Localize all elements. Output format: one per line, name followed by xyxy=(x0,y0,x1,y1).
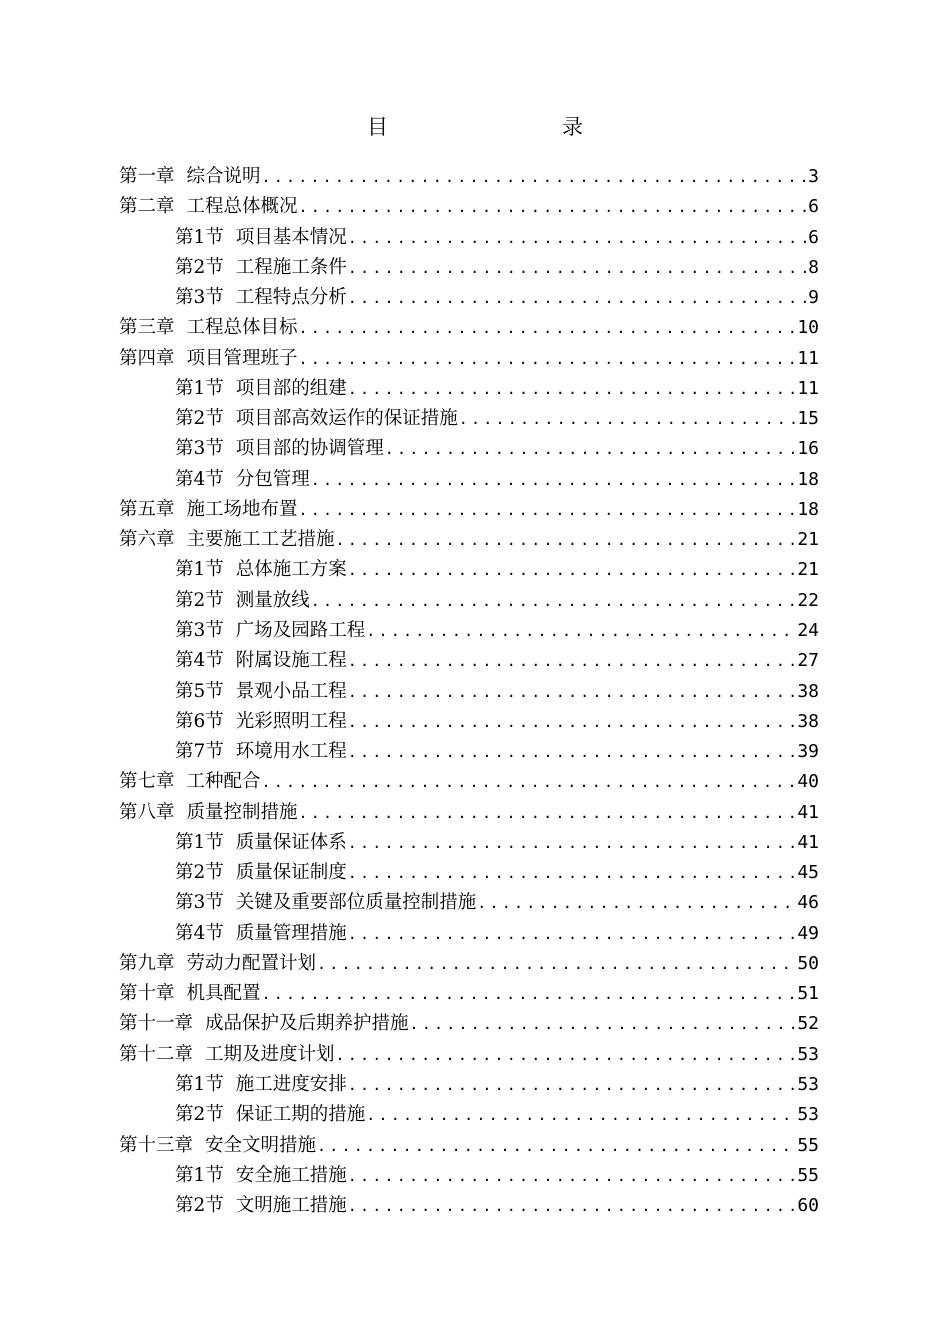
toc-entry-number: 第1节 xyxy=(175,1164,224,1186)
toc-entry-label xyxy=(175,404,458,434)
toc-page-number: 53 xyxy=(797,1043,819,1065)
toc-entry-label xyxy=(175,223,347,253)
toc-page-number: 15 xyxy=(797,408,819,430)
toc-dot-leader xyxy=(298,495,796,525)
toc-entry-title: 劳动力配置计划 xyxy=(186,952,317,974)
toc-dot-leader xyxy=(316,1131,795,1161)
toc-dot-leader xyxy=(298,798,796,828)
toc-entry-title: 成品保护及后期养护措施 xyxy=(205,1013,409,1035)
toc-chapter-entry[interactable] xyxy=(119,313,819,343)
toc-dot-leader xyxy=(347,1070,796,1100)
toc-page-number: 39 xyxy=(797,741,819,763)
toc-entry-number: 第九章 xyxy=(119,952,175,974)
toc-entry-label xyxy=(175,677,347,707)
toc-entry-label xyxy=(119,162,261,192)
toc-entry-label xyxy=(175,858,347,888)
toc-entry-title: 质量保证体系 xyxy=(235,831,347,853)
toc-entry-title: 质量保证制度 xyxy=(235,862,347,884)
toc-dot-leader xyxy=(347,858,796,888)
toc-entry-label xyxy=(119,1040,335,1070)
toc-entry-title: 分包管理 xyxy=(235,468,310,490)
toc-entry-label xyxy=(175,1100,365,1130)
toc-entry-title: 文明施工措施 xyxy=(235,1195,347,1217)
toc-entry-title: 工程特点分析 xyxy=(235,287,347,309)
toc-dot-leader xyxy=(347,1161,796,1191)
toc-chapter-entry[interactable] xyxy=(119,1009,819,1039)
toc-section-entry[interactable] xyxy=(119,737,819,767)
toc-dot-leader xyxy=(347,646,796,676)
toc-entry-label xyxy=(175,919,347,949)
toc-entry-label xyxy=(119,525,335,555)
toc-entry-number: 第5节 xyxy=(175,680,224,702)
toc-entry-label xyxy=(175,707,347,737)
toc-entry-number: 第3节 xyxy=(175,892,224,914)
toc-page-number: 21 xyxy=(797,529,819,551)
toc-page-number: 41 xyxy=(797,801,819,823)
toc-dot-leader xyxy=(347,1191,796,1221)
toc-entry-number: 第3节 xyxy=(175,619,224,641)
toc-chapter-entry[interactable] xyxy=(119,798,819,828)
toc-entry-label xyxy=(175,374,347,404)
toc-entry-title: 施工进度安排 xyxy=(235,1073,347,1095)
toc-dot-leader xyxy=(335,525,796,555)
toc-entry-number: 第1节 xyxy=(175,377,224,399)
toc-chapter-entry[interactable] xyxy=(119,979,819,1009)
toc-page-number: 51 xyxy=(797,983,819,1005)
toc-entry-label xyxy=(175,465,310,495)
toc-section-entry[interactable] xyxy=(119,919,819,949)
toc-dot-leader xyxy=(458,404,796,434)
toc-page-number: 6 xyxy=(808,226,819,248)
toc-page-number: 40 xyxy=(797,771,819,793)
toc-entry-label xyxy=(175,737,347,767)
toc-page-number: 49 xyxy=(797,922,819,944)
toc-entry-label xyxy=(119,313,298,343)
toc-page-number: 55 xyxy=(797,1134,819,1156)
toc-entry-number: 第六章 xyxy=(119,529,175,551)
toc-entry-number: 第1节 xyxy=(175,831,224,853)
toc-entry-title: 附属设施工程 xyxy=(235,650,347,672)
toc-section-entry[interactable] xyxy=(119,374,819,404)
toc-entry-label xyxy=(175,646,347,676)
toc-entry-label xyxy=(119,1009,409,1039)
toc-dot-leader xyxy=(347,283,806,313)
toc-dot-leader xyxy=(298,313,796,343)
toc-entry-number: 第八章 xyxy=(119,801,175,823)
toc-dot-leader xyxy=(316,949,795,979)
toc-entry-number: 第五章 xyxy=(119,498,175,520)
toc-dot-leader xyxy=(476,888,795,918)
toc-dot-leader xyxy=(261,979,796,1009)
toc-page-number: 53 xyxy=(797,1073,819,1095)
toc-section-entry[interactable] xyxy=(119,555,819,585)
toc-entry-title: 主要施工工艺措施 xyxy=(186,529,335,551)
toc-dot-leader xyxy=(409,1009,796,1039)
toc-section-entry[interactable] xyxy=(119,888,819,918)
toc-page-number: 11 xyxy=(797,377,819,399)
toc-entry-title: 施工场地布置 xyxy=(186,498,298,520)
toc-section-entry[interactable] xyxy=(119,616,819,646)
toc-dot-leader xyxy=(347,707,796,737)
toc-entry-label xyxy=(119,979,261,1009)
toc-entry-label xyxy=(175,283,347,313)
toc-entry-label xyxy=(175,555,347,585)
toc-entry-number: 第十章 xyxy=(119,983,175,1005)
toc-entry-title: 项目部的协调管理 xyxy=(235,438,384,460)
toc-entry-number: 第4节 xyxy=(175,468,224,490)
toc-page-number: 41 xyxy=(797,831,819,853)
toc-entry-label xyxy=(119,192,298,222)
toc-chapter-entry[interactable] xyxy=(119,192,819,222)
toc-section-entry[interactable] xyxy=(119,586,819,616)
toc-dot-leader xyxy=(298,344,796,374)
toc-page-number: 24 xyxy=(797,619,819,641)
toc-chapter-entry[interactable] xyxy=(119,162,819,192)
toc-entry-label xyxy=(175,434,384,464)
toc-entry-title: 项目部的组建 xyxy=(235,377,347,399)
toc-entry-title: 质量控制措施 xyxy=(186,801,298,823)
toc-entry-number: 第6节 xyxy=(175,710,224,732)
toc-dot-leader xyxy=(365,1100,795,1130)
toc-dot-leader xyxy=(347,253,806,283)
toc-chapter-entry[interactable] xyxy=(119,767,819,797)
toc-entry-label xyxy=(175,253,347,283)
toc-section-entry[interactable] xyxy=(119,707,819,737)
toc-entry-number: 第4节 xyxy=(175,922,224,944)
toc-entry-title: 工程总体概况 xyxy=(186,196,298,218)
toc-entry-number: 第1节 xyxy=(175,226,224,248)
toc-entry-number: 第2节 xyxy=(175,256,224,278)
toc-dot-leader xyxy=(261,767,796,797)
toc-section-entry[interactable] xyxy=(119,1070,819,1100)
toc-entry-title: 环境用水工程 xyxy=(235,741,347,763)
toc-entry-number: 第3节 xyxy=(175,287,224,309)
toc-entry-title: 安全施工措施 xyxy=(235,1164,347,1186)
toc-page-number: 27 xyxy=(797,650,819,672)
toc-entry-number: 第十二章 xyxy=(119,1043,194,1065)
toc-entry-title: 项目基本情况 xyxy=(235,226,347,248)
toc-entry-title: 工程施工条件 xyxy=(235,256,347,278)
toc-entry-label xyxy=(175,828,347,858)
toc-entry-label xyxy=(119,949,316,979)
toc-page-number: 10 xyxy=(797,317,819,339)
toc-title: 目 录 xyxy=(367,115,627,139)
toc-entry-number: 第1节 xyxy=(175,1073,224,1095)
toc-chapter-entry[interactable] xyxy=(119,1131,819,1161)
toc-entry-title: 项目部高效运作的保证措施 xyxy=(235,408,458,430)
toc-dot-leader xyxy=(384,434,796,464)
toc-section-entry[interactable] xyxy=(119,465,819,495)
toc-entry-label xyxy=(119,767,261,797)
toc-page-number: 8 xyxy=(808,256,819,278)
toc-entry-label xyxy=(175,616,365,646)
toc-page-number: 11 xyxy=(797,347,819,369)
toc-dot-leader xyxy=(347,677,796,707)
toc-page-number: 38 xyxy=(797,710,819,732)
toc-entry-label xyxy=(119,798,298,828)
toc-chapter-entry[interactable] xyxy=(119,949,819,979)
toc-entry-number: 第十一章 xyxy=(119,1013,194,1035)
toc-entry-title: 质量管理措施 xyxy=(235,922,347,944)
toc-page-number: 18 xyxy=(797,498,819,520)
toc-page-number: 16 xyxy=(797,438,819,460)
toc-entry-title: 测量放线 xyxy=(235,589,310,611)
toc-section-entry[interactable] xyxy=(119,1100,819,1130)
toc-section-entry[interactable] xyxy=(119,646,819,676)
toc-page-number: 45 xyxy=(797,862,819,884)
toc-entry-number: 第十三章 xyxy=(119,1134,194,1156)
toc-entry-label xyxy=(175,888,476,918)
toc-section-entry[interactable] xyxy=(119,677,819,707)
toc-page-number: 3 xyxy=(808,166,819,187)
toc-entry-title: 总体施工方案 xyxy=(235,559,347,581)
toc-entry-label xyxy=(175,586,310,616)
toc-chapter-entry[interactable] xyxy=(119,495,819,525)
toc-page-number: 55 xyxy=(797,1164,819,1186)
toc-page-number: 46 xyxy=(797,892,819,914)
toc-dot-leader xyxy=(347,828,796,858)
toc-dot-leader xyxy=(347,223,806,253)
toc-entry-label xyxy=(175,1161,347,1191)
toc-entry-label xyxy=(119,1131,316,1161)
toc-section-entry[interactable] xyxy=(119,828,819,858)
toc-entry-number: 第2节 xyxy=(175,1104,224,1126)
toc-page-number: 50 xyxy=(797,952,819,974)
toc-entry-title: 景观小品工程 xyxy=(235,680,347,702)
toc-dot-leader xyxy=(310,465,796,495)
toc-page-number: 60 xyxy=(797,1195,819,1217)
toc-entry-title: 项目管理班子 xyxy=(186,347,298,369)
toc-entry-title: 光彩照明工程 xyxy=(235,710,347,732)
toc-section-entry[interactable] xyxy=(119,1161,819,1191)
toc-dot-leader xyxy=(298,192,807,222)
toc-entry-number: 第一章 xyxy=(119,166,175,187)
toc-section-entry[interactable] xyxy=(119,223,819,253)
toc-entry-number: 第1节 xyxy=(175,559,224,581)
toc-page-number: 22 xyxy=(797,589,819,611)
toc-entry-number: 第7节 xyxy=(175,741,224,763)
toc-page-number: 21 xyxy=(797,559,819,581)
toc-section-entry[interactable] xyxy=(119,1191,819,1221)
toc-list xyxy=(119,162,819,1221)
toc-entry-title: 广场及园路工程 xyxy=(235,619,366,641)
toc-dot-leader xyxy=(347,737,796,767)
toc-entry-title: 工期及进度计划 xyxy=(205,1043,335,1065)
toc-dot-leader xyxy=(310,586,796,616)
toc-page-number: 53 xyxy=(797,1104,819,1126)
toc-dot-leader xyxy=(261,162,807,192)
toc-section-entry[interactable] xyxy=(119,283,819,313)
toc-entry-label xyxy=(175,1070,347,1100)
toc-section-entry[interactable] xyxy=(119,253,819,283)
toc-entry-number: 第2节 xyxy=(175,589,224,611)
toc-entry-number: 第2节 xyxy=(175,862,224,884)
toc-entry-title: 机具配置 xyxy=(186,983,261,1005)
toc-chapter-entry[interactable] xyxy=(119,1040,819,1070)
toc-section-entry[interactable] xyxy=(119,404,819,434)
toc-entry-title: 安全文明措施 xyxy=(205,1134,317,1156)
toc-page-number: 38 xyxy=(797,680,819,702)
toc-dot-leader xyxy=(347,374,796,404)
toc-entry-number: 第4节 xyxy=(175,650,224,672)
toc-entry-title: 综合说明 xyxy=(186,166,261,187)
toc-dot-leader xyxy=(365,616,795,646)
toc-page-number: 52 xyxy=(797,1013,819,1035)
toc-entry-title: 工程总体目标 xyxy=(186,317,298,339)
toc-dot-leader xyxy=(347,919,796,949)
toc-entry-label xyxy=(119,495,298,525)
toc-entry-number: 第三章 xyxy=(119,317,175,339)
toc-entry-title: 保证工期的措施 xyxy=(235,1104,366,1126)
toc-entry-label xyxy=(175,1191,347,1221)
toc-chapter-entry[interactable] xyxy=(119,344,819,374)
toc-dot-leader xyxy=(335,1040,796,1070)
toc-entry-number: 第四章 xyxy=(119,347,175,369)
toc-page-number: 18 xyxy=(797,468,819,490)
toc-page-number: 9 xyxy=(808,287,819,309)
toc-entry-title: 工种配合 xyxy=(186,771,261,793)
toc-entry-label xyxy=(119,344,298,374)
toc-entry-number: 第二章 xyxy=(119,196,175,218)
toc-entry-number: 第2节 xyxy=(175,408,224,430)
toc-dot-leader xyxy=(347,555,796,585)
toc-section-entry[interactable] xyxy=(119,858,819,888)
toc-entry-number: 第2节 xyxy=(175,1195,224,1217)
toc-section-entry[interactable] xyxy=(119,434,819,464)
toc-entry-title: 关键及重要部位质量控制措施 xyxy=(235,892,477,914)
toc-chapter-entry[interactable] xyxy=(119,525,819,555)
toc-page-number: 6 xyxy=(808,196,819,218)
toc-entry-number: 第3节 xyxy=(175,438,224,460)
toc-entry-number: 第七章 xyxy=(119,771,175,793)
